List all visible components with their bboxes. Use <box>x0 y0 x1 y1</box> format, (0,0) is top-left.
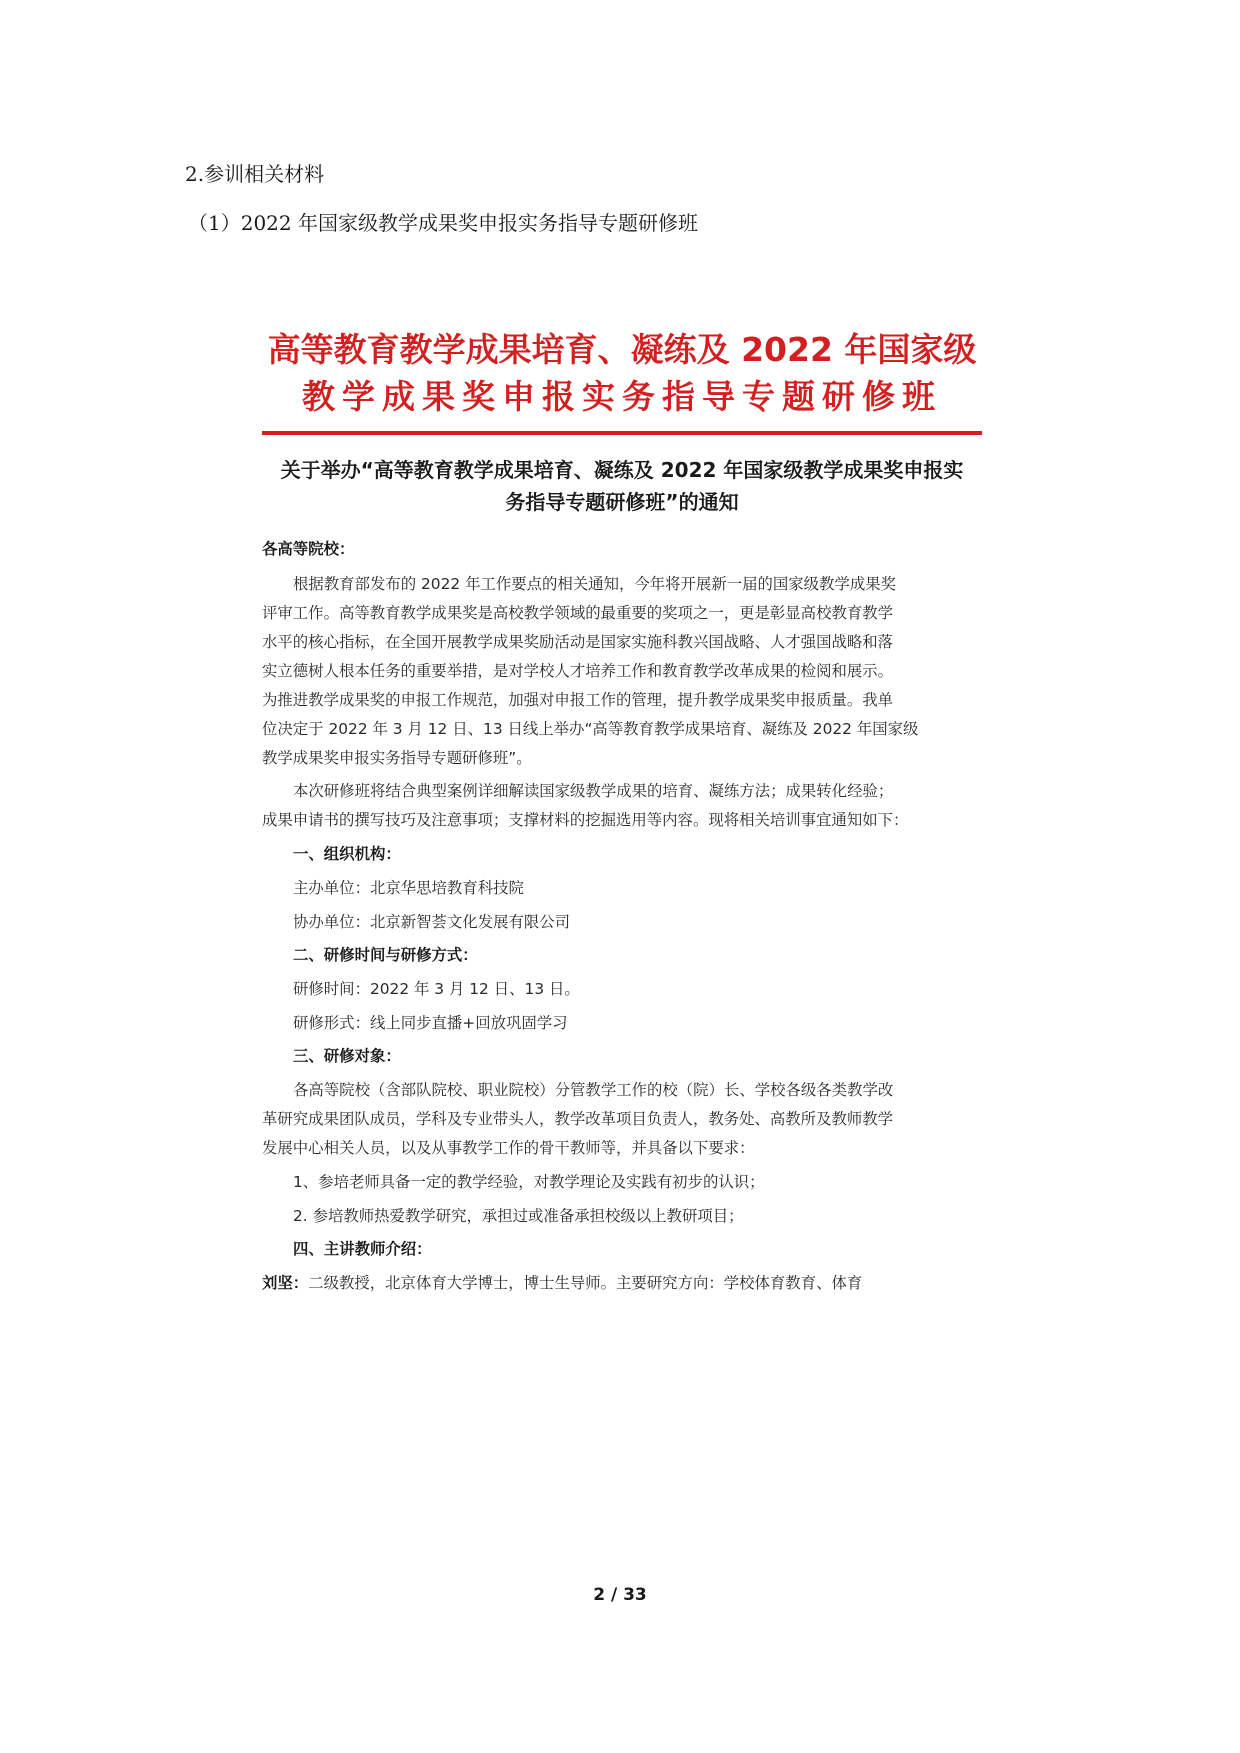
host-organizer: 主办单位：北京华思培教育科技院 <box>293 879 524 897</box>
salutation: 各高等院校： <box>262 540 355 558</box>
lecturer-name: 刘坚： <box>262 1274 309 1292</box>
section-4-heading: 四、主讲教师介绍： <box>293 1240 432 1258</box>
notice-title-line-2: 务指导专题研修班”的通知 <box>505 490 739 514</box>
section-1-heading: 一、组织机构： <box>293 845 401 863</box>
training-form: 研修形式：线上同步直播+回放巩固学习 <box>293 1014 568 1032</box>
section-3-heading: 三、研修对象： <box>293 1047 401 1065</box>
banner-title-line-2: 教学成果奖申报实务指导专题研修班 <box>302 377 942 416</box>
banner-red-rule <box>262 431 982 435</box>
paragraph-1-line: 为推进教学成果奖的申报工作规范，加强对申报工作的管理，提升教学成果奖申报质量。我单 <box>262 691 894 709</box>
notice-title-line-1: 关于举办“高等教育教学成果培育、凝练及 2022 年国家级教学成果奖申报实 <box>280 458 964 482</box>
paragraph-1-line: 评审工作。高等教育教学成果奖是高校教学领域的最重要的奖项之一，更是彰显高校教育教学 <box>262 604 894 622</box>
requirement-2: 2. 参培教师热爱教学研究，承担过或准备承担校级以上教研项目； <box>293 1207 744 1225</box>
lecturer-intro <box>262 1272 982 1294</box>
target-audience-line: 各高等院校（含部队院校、职业院校）分管教学工作的校（院）长、学校各级各类教学改 <box>293 1081 894 1099</box>
section-2-heading: 二、研修时间与研修方式： <box>293 946 478 964</box>
paragraph-1-line: 教学成果奖申报实务指导专题研修班”。 <box>262 749 532 767</box>
banner-title-line-1: 高等教育教学成果培育、凝练及 2022 年国家级 <box>267 330 977 369</box>
paragraph-2-line: 成果申请书的撰写技巧及注意事项；支撑材料的挖掘选用等内容。现将相关培训事宜通知如下： <box>262 811 909 829</box>
training-time: 研修时间：2022 年 3 月 12 日、13 日。 <box>293 980 580 998</box>
scanned-notice-image <box>262 320 982 1360</box>
paragraph-1-line: 位决定于 2022 年 3 月 12 日、13 日线上举办“高等教育教学成果培育、凝练及 2022 年国家级 <box>262 720 919 738</box>
page-indicator: 2 / 33 <box>593 1585 647 1605</box>
item-heading: （1）2022 年国家级教学成果奖申报实务指导专题研修班 <box>188 211 698 235</box>
requirement-1: 1、参培老师具备一定的教学经验，对教学理论及实践有初步的认识； <box>293 1173 765 1191</box>
paragraph-2-line: 本次研修班将结合典型案例详细解读国家级教学成果的培育、凝练方法；成果转化经验； <box>293 782 894 800</box>
paragraph-1-line: 水平的核心指标，在全国开展教学成果奖励活动是国家实施科教兴国战略、人才强国战略和落 <box>262 633 894 651</box>
section-heading: 2.参训相关材料 <box>185 162 325 186</box>
target-audience-line: 发展中心相关人员，以及从事教学工作的骨干教师等，并具备以下要求： <box>262 1139 755 1157</box>
paragraph-1-line: 根据教育部发布的 2022 年工作要点的相关通知，今年将开展新一届的国家级教学成果奖 <box>293 575 897 593</box>
co-organizer: 协办单位：北京新智荟文化发展有限公司 <box>293 913 571 931</box>
paragraph-1-line: 实立德树人根本任务的重要举措，是对学校人才培养工作和教育教学改革成果的检阅和展示。 <box>262 662 894 680</box>
lecturer-description: 二级教授，北京体育大学博士，博士生导师。主要研究方向：学校体育教育、体育 <box>308 1274 863 1292</box>
target-audience-line: 革研究成果团队成员，学科及专业带头人，教学改革项目负责人，教务处、高教所及教师教学 <box>262 1110 894 1128</box>
